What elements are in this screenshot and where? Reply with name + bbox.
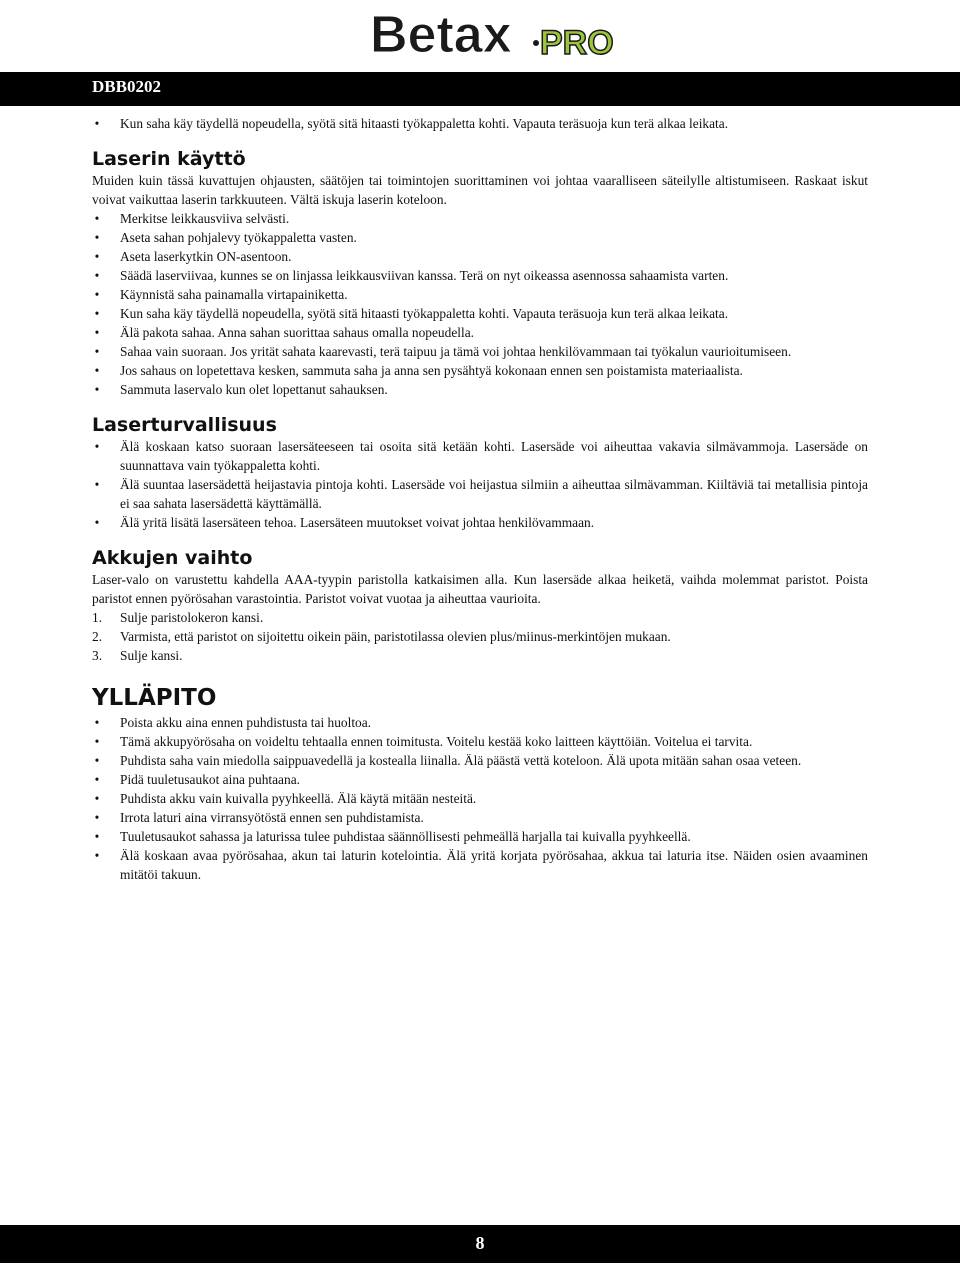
laser-use-paragraph: Muiden kuin tässä kuvattujen ohjausten, säätöjen tai toimintojen suorittaminen voi johtaa vaaralliseen säteilylle altistumiseen. Raskaat iskut voivat vaikuttaa laserin tarkkuuteen. Vältä iskuja laserin koteloon. [92,173,868,207]
list-item: • Pidä tuuletusaukot aina puhtaana. [92,770,868,789]
bullet-icon: • [94,791,100,806]
list-item: • Tuuletusaukot sahassa ja laturissa tulee puhdistaa säännöllisesti pehmeällä harjalla tai kuivalla pyyhkeellä. [92,827,868,846]
bullet-icon: • [94,268,100,283]
list-item: • Kun saha käy täydellä nopeudella, syötä sitä hitaasti työkappaletta kohti. Vapauta teräsuoja kun terä alkaa leikata. [92,114,868,133]
bullet-icon: • [94,515,100,530]
battery-paragraph: Laser-valo on varustettu kahdella AAA-tyypin paristolla katkaisimen alla. Kun lasersäde alkaa heiketä, vaihda molemmat paristot. Poista paristot ennen pyörösahan varastointia. Paristot voivat vuotaa ja aiheuttaa vaurioita. [92,572,868,606]
section-title-maintenance: YLLÄPITO [92,685,217,711]
bullet-icon: • [94,439,100,454]
bullet-icon: • [94,477,100,492]
list-item: • Sahaa vain suoraan. Jos yrität sahata kaarevasti, terä taipuu ja tämä voi johtaa henkilövammaan tai työkalun vaurioitumiseen. [92,342,868,361]
bullet-icon: • [94,211,100,226]
bullet-icon: • [94,848,100,863]
list-item: • Säädä laserviivaa, kunnes se on linjassa leikkausviivan kanssa. Terä on nyt oikeassa asennossa sahaamista varten. [92,266,868,285]
laser-use-bullet-list [92,209,868,399]
list-item: • Merkitse leikkausviiva selvästi. [92,209,868,228]
bullet-icon: • [94,230,100,245]
bullet-icon: • [94,382,100,397]
footer-bar [0,1225,960,1263]
list-item: • Käynnistä saha painamalla virtapainiketta. [92,285,868,304]
section-title-laser-safety: Laserturvallisuus [92,414,277,436]
bullet-icon: • [94,344,100,359]
page-content [92,114,868,884]
list-item: • Tämä akkupyörösaha on voideltu tehtaalla ennen toimitusta. Voitelu kestää koko laitteen käyttöiän. Voitelua ei tarvita. [92,732,868,751]
laser-safety-bullet-list [92,437,868,532]
page-number: 8 [475,1233,485,1253]
bullet-icon: • [94,306,100,321]
list-item: • Irrota laturi aina virransyötöstä ennen sen puhdistamista. [92,808,868,827]
section-title-laser-use: Laserin käyttö [92,148,246,170]
list-item: • Älä yritä lisätä lasersäteen tehoa. Lasersäteen muutokset voivat johtaa henkilövammaan. [92,513,868,532]
logo-pro-mark: PRO [540,24,614,62]
betax-pro-logo-graphic [368,2,618,64]
list-item: • Kun saha käy täydellä nopeudella, syötä sitä hitaasti työkappaletta kohti. Vapauta teräsuoja kun terä alkaa leikata. [92,304,868,323]
bullet-icon: • [94,715,100,730]
list-item: • Älä pakota sahaa. Anna sahan suorittaa sahaus omalla nopeudella. [92,323,868,342]
list-item: • Älä suuntaa lasersädettä heijastavia pintoja kohti. Lasersäde voi heijastua silmiin a aiheuttaa silmävamman. Kiiltäviä tai metallisia pintoja ei saa sahata lasersädettä käyttämällä. [92,475,868,513]
bullet-icon: • [94,772,100,787]
header-bar [0,72,960,106]
list-item: 1. Sulje paristolokeron kansi. [92,610,264,625]
bullet-icon: • [94,363,100,378]
bullet-icon: • [94,734,100,749]
list-item: • Puhdista akku vain kuivalla pyyhkeellä. Älä käytä mitään nesteitä. [92,789,868,808]
registered-mark-icon [533,40,539,46]
list-item: • Jos sahaus on lopetettava kesken, sammuta saha ja anna sen pysähtyä kokonaan ennen sen poistamista materiaalista. [92,361,868,380]
bullet-icon: • [94,287,100,302]
list-item: • Poista akku aina ennen puhdistusta tai huoltoa. [92,713,868,732]
list-item: • Aseta sahan pohjalevy työkappaletta vasten. [92,228,868,247]
list-item: • Sammuta laservalo kun olet lopettanut sahauksen. [92,380,868,399]
section-title-battery: Akkujen vaihto [92,547,253,569]
battery-step-list [92,608,868,665]
bullet-icon: • [94,325,100,340]
bullet-icon: • [94,753,100,768]
bullet-icon: • [94,810,100,825]
brand-logo [368,2,618,64]
list-item: 2. Varmista, että paristot on sijoitettu oikein päin, paristotilassa olevien plus/miinus-merkintöjen mukaan. [92,629,671,644]
document-code: DBB0202 [92,77,161,96]
intro-bullet-list [92,114,868,133]
list-item: • Aseta laserkytkin ON-asentoon. [92,247,868,266]
list-item: • Älä koskaan avaa pyörösahaa, akun tai laturin kotelointia. Älä yritä korjata pyörösahaa, akkua tai laturia itse. Näiden osien avaaminen mitätöi takuun. [92,846,868,884]
bullet-icon: • [94,829,100,844]
bullet-icon: • [94,249,100,264]
logo-wordmark: Betax [370,6,512,64]
list-item: 3. Sulje kansi. [92,648,183,663]
list-item: • Älä koskaan katso suoraan lasersäteeseen tai osoita sitä ketään kohti. Lasersäde voi aiheuttaa vakavia silmävammoja. Lasersäde on suunnattava vain työkappaletta kohti. [92,437,868,475]
bullet-icon: • [94,116,100,131]
list-item: • Puhdista saha vain miedolla saippuavedellä ja kostealla liinalla. Älä päästä vettä koteloon. Älä upota mitään sahan osaa veteen. [92,751,868,770]
maintenance-bullet-list [92,713,868,884]
